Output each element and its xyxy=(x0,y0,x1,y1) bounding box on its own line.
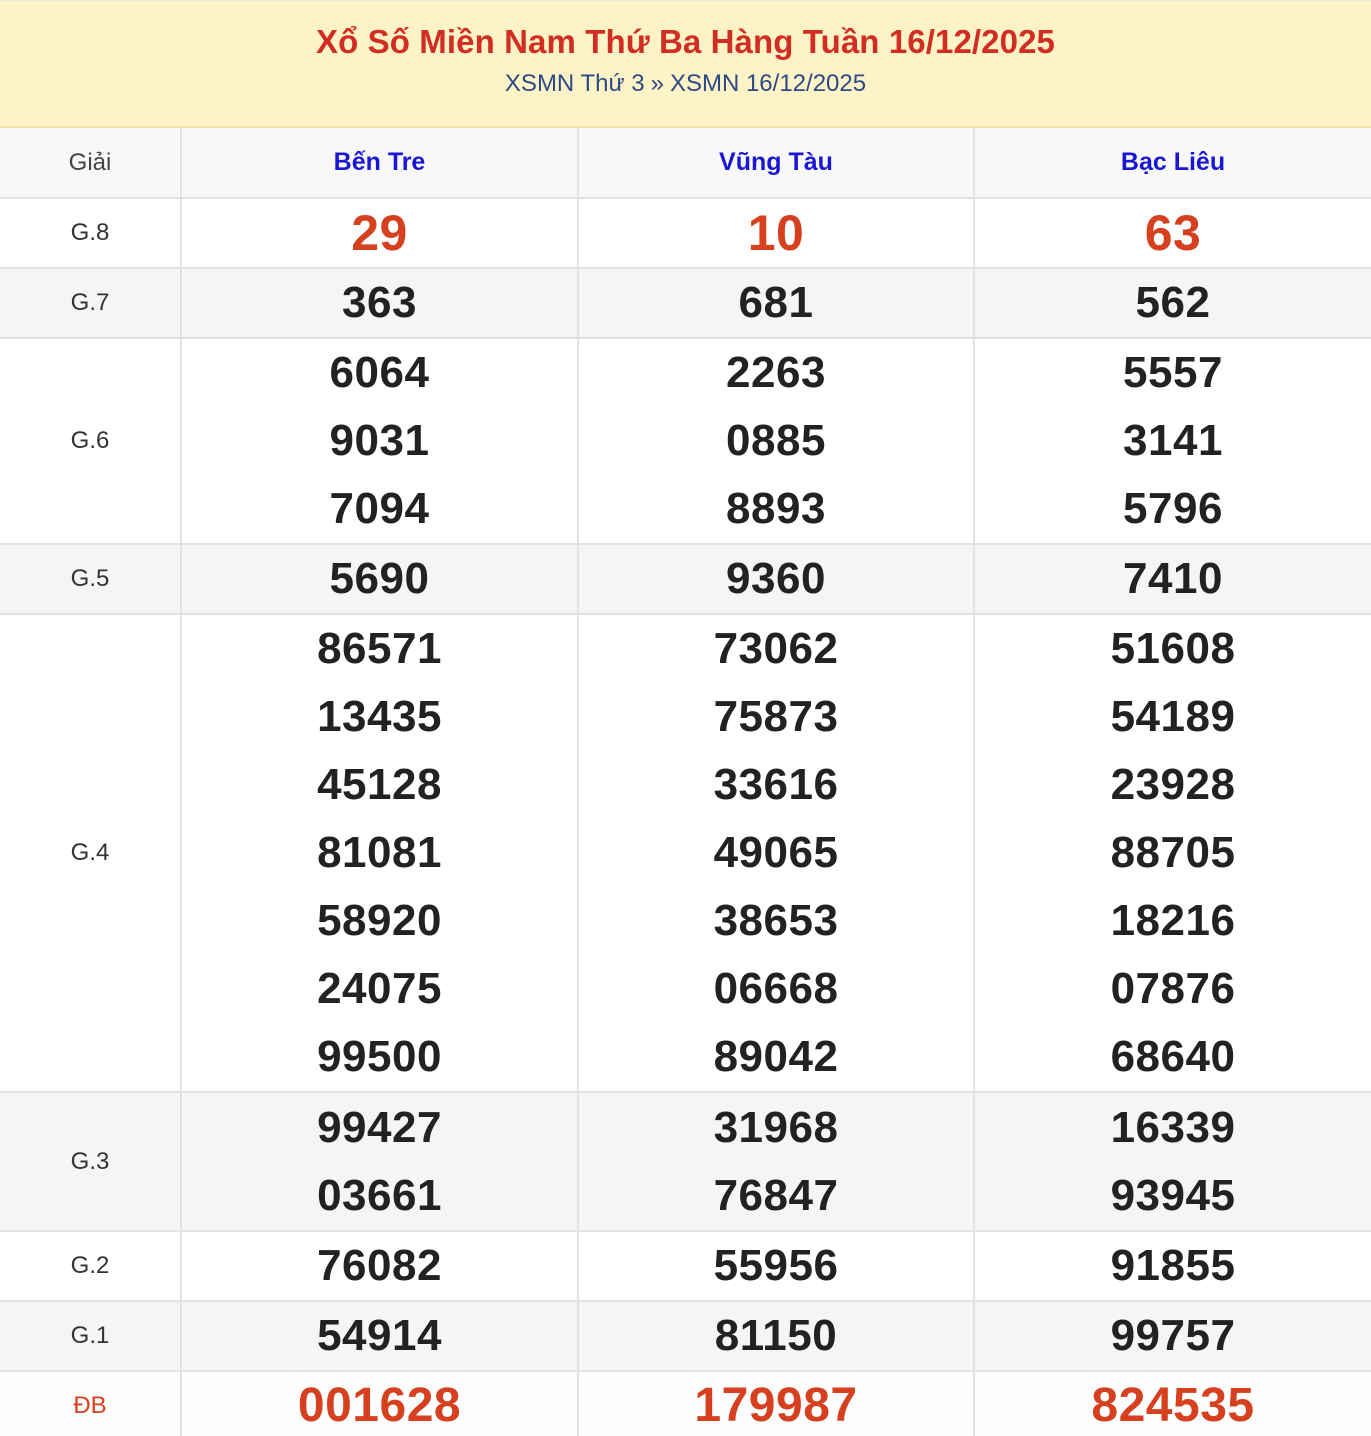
result-cell xyxy=(181,544,578,614)
result-number: 88705 xyxy=(1110,828,1236,877)
result-cell xyxy=(974,1231,1371,1301)
result-number: 3141 xyxy=(1123,416,1223,465)
result-number: 99500 xyxy=(317,1032,442,1081)
breadcrumb-separator: » xyxy=(650,70,664,97)
special-prize-number: 001628 xyxy=(297,1379,462,1432)
result-number: 99757 xyxy=(1110,1311,1236,1360)
result-number: 5690 xyxy=(329,554,430,603)
result-number: 99427 xyxy=(317,1102,442,1152)
column-header-bac-lieu: Bạc Liêu xyxy=(974,128,1371,198)
result-number: 24075 xyxy=(317,964,442,1013)
result-cell xyxy=(181,614,578,1092)
special-prize-number: 179987 xyxy=(694,1379,858,1432)
breadcrumb xyxy=(0,69,1371,99)
table-row-special xyxy=(0,1371,1371,1436)
table-row-g2 xyxy=(0,1231,1371,1301)
result-number: 363 xyxy=(342,278,417,327)
result-number: 03661 xyxy=(317,1170,442,1220)
result-number: 10 xyxy=(747,205,805,261)
result-number: 07876 xyxy=(1110,964,1236,1013)
prize-label: G.3 xyxy=(0,1092,181,1231)
result-number: 16339 xyxy=(1110,1102,1236,1152)
result-number: 6064 xyxy=(329,348,430,397)
result-cell xyxy=(578,338,974,544)
result-number: 81081 xyxy=(317,828,442,877)
result-number: 68640 xyxy=(1110,1032,1236,1081)
result-cell xyxy=(974,1092,1371,1231)
result-cell xyxy=(578,198,974,268)
result-number: 51608 xyxy=(1110,624,1236,673)
table-row-g1 xyxy=(0,1301,1371,1371)
table-row-g8 xyxy=(0,198,1371,268)
result-number: 8893 xyxy=(726,484,826,533)
result-cell xyxy=(974,268,1371,338)
result-number: 45128 xyxy=(317,760,442,809)
prize-label: G.2 xyxy=(0,1231,181,1301)
result-cell xyxy=(578,1231,974,1301)
table-row-g6 xyxy=(0,338,1371,544)
result-cell xyxy=(578,1371,974,1436)
result-cell xyxy=(974,1371,1371,1436)
prize-label: G.6 xyxy=(0,338,181,544)
result-number: 5557 xyxy=(1123,348,1223,397)
result-number: 86571 xyxy=(317,624,442,673)
prize-label-special: ĐB xyxy=(0,1371,181,1436)
result-number: 76847 xyxy=(713,1170,839,1220)
result-number: 55956 xyxy=(713,1241,839,1290)
result-number: 31968 xyxy=(713,1102,839,1152)
result-cell xyxy=(181,268,578,338)
result-number: 9360 xyxy=(726,554,826,603)
result-cell xyxy=(578,1301,974,1371)
result-cell xyxy=(181,338,578,544)
result-cell xyxy=(181,1371,578,1436)
result-cell xyxy=(181,1092,578,1231)
result-number: 23928 xyxy=(1110,760,1236,809)
result-number: 29 xyxy=(351,205,408,261)
result-cell xyxy=(974,614,1371,1092)
result-number: 58920 xyxy=(317,896,442,945)
result-cell xyxy=(181,1231,578,1301)
result-cell xyxy=(578,1092,974,1231)
result-number: 9031 xyxy=(329,416,430,465)
result-number: 76082 xyxy=(317,1241,442,1290)
result-cell xyxy=(578,268,974,338)
page-title: Xổ Số Miền Nam Thứ Ba Hàng Tuần 16/12/2025 xyxy=(315,23,1055,60)
prize-label: G.4 xyxy=(0,614,181,1092)
result-number: 75873 xyxy=(713,692,839,741)
results-table xyxy=(0,128,1371,1436)
column-header-ben-tre[interactable]: Bến Tre xyxy=(181,128,578,198)
result-number: 54189 xyxy=(1110,692,1236,741)
breadcrumb-link-date[interactable]: XSMN 16/12/2025 xyxy=(669,70,867,97)
column-header-prize: Giải xyxy=(0,128,181,198)
result-cell xyxy=(181,1301,578,1371)
result-number: 54914 xyxy=(317,1311,442,1360)
table-row-g3 xyxy=(0,1092,1371,1231)
table-row-g4 xyxy=(0,614,1371,1092)
result-cell xyxy=(974,338,1371,544)
result-number: 81150 xyxy=(714,1311,838,1360)
result-number: 13435 xyxy=(317,692,442,741)
special-prize-number: 824535 xyxy=(1091,1379,1255,1432)
result-number: 681 xyxy=(738,278,814,327)
result-number: 33616 xyxy=(713,760,839,809)
result-number: 91855 xyxy=(1110,1241,1236,1290)
prize-label: G.8 xyxy=(0,198,181,268)
result-number: 0885 xyxy=(726,416,826,465)
column-header-vung-tau[interactable]: Vũng Tàu xyxy=(578,128,974,198)
prize-label: G.5 xyxy=(0,544,181,614)
result-number: 06668 xyxy=(713,964,839,1013)
breadcrumb-link-weekday[interactable]: XSMN Thứ 3 xyxy=(504,70,645,97)
table-header-row xyxy=(0,128,1371,198)
result-number: 562 xyxy=(1135,278,1211,327)
page-header xyxy=(0,0,1371,128)
result-number: 89042 xyxy=(713,1032,839,1081)
result-number: 38653 xyxy=(713,896,839,945)
result-number: 49065 xyxy=(713,828,839,877)
result-cell xyxy=(974,544,1371,614)
result-cell xyxy=(578,544,974,614)
result-number: 5796 xyxy=(1123,484,1223,533)
result-cell xyxy=(578,614,974,1092)
result-number: 7410 xyxy=(1123,554,1223,603)
result-cell xyxy=(181,198,578,268)
result-cell xyxy=(974,198,1371,268)
result-number: 73062 xyxy=(713,624,839,673)
result-number: 63 xyxy=(1144,205,1202,261)
table-row-g5 xyxy=(0,544,1371,614)
result-number: 93945 xyxy=(1110,1170,1236,1220)
result-number: 18216 xyxy=(1110,896,1236,945)
result-cell xyxy=(974,1301,1371,1371)
prize-label: G.7 xyxy=(0,268,181,338)
result-number: 7094 xyxy=(329,484,430,533)
result-number: 2263 xyxy=(726,348,826,397)
prize-label: G.1 xyxy=(0,1301,181,1371)
table-row-g7 xyxy=(0,268,1371,338)
